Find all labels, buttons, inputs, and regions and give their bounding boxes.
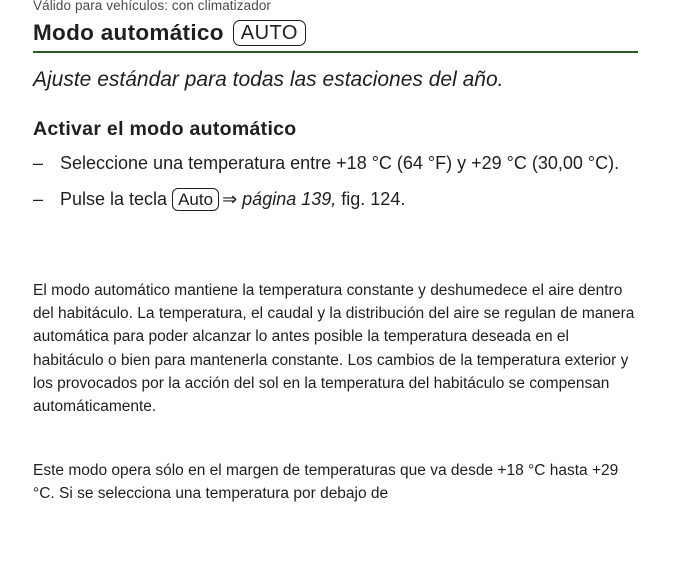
section-title: Activar el modo automático <box>33 118 297 140</box>
body-paragraph: Este modo opera sólo en el margen de temperaturas que va desde +18 °C hasta +29 °C. Si se selecciona una temperatura por debajo de <box>33 462 619 503</box>
list-item <box>33 150 653 176</box>
arrow-icon: ⇒ <box>222 189 238 209</box>
intro-text: Ajuste estándar para todas las estaciones del año. <box>33 68 504 91</box>
validity-note: Válido para vehículos: con climatizador <box>33 0 272 13</box>
page-reference-link[interactable]: página 139, <box>242 189 337 209</box>
dash-marker: – <box>33 189 44 209</box>
step-text: Pulse la tecla <box>60 189 168 209</box>
auto-key-label: Auto <box>172 188 219 211</box>
list-item <box>33 186 653 212</box>
dash-marker: – <box>33 153 44 173</box>
step-text: Seleccione una temperatura entre +18 °C (64 °F) y +29 °C (30,00 °C). <box>60 153 620 173</box>
page-title-text: Modo automático <box>33 20 224 45</box>
auto-key-label: AUTO <box>233 20 306 46</box>
heading-divider <box>33 51 638 53</box>
body-paragraph: El modo automático mantiene la temperatura constante y deshumedece el aire dentro del habitáculo. La temperatura, el caudal y la distribución del aire se regulan de manera automática para poder alcanzar lo antes posible la temperatura deseada en el habitáculo o bien para mantenerla constante. Los cambios de la temperatura exterior y los provocados por la acción del sol en la temperatura del habitáculo se compensan automáticamente. <box>33 282 635 416</box>
page-title <box>33 20 306 46</box>
step-list <box>33 150 653 212</box>
figure-reference: fig. 124. <box>341 189 406 209</box>
